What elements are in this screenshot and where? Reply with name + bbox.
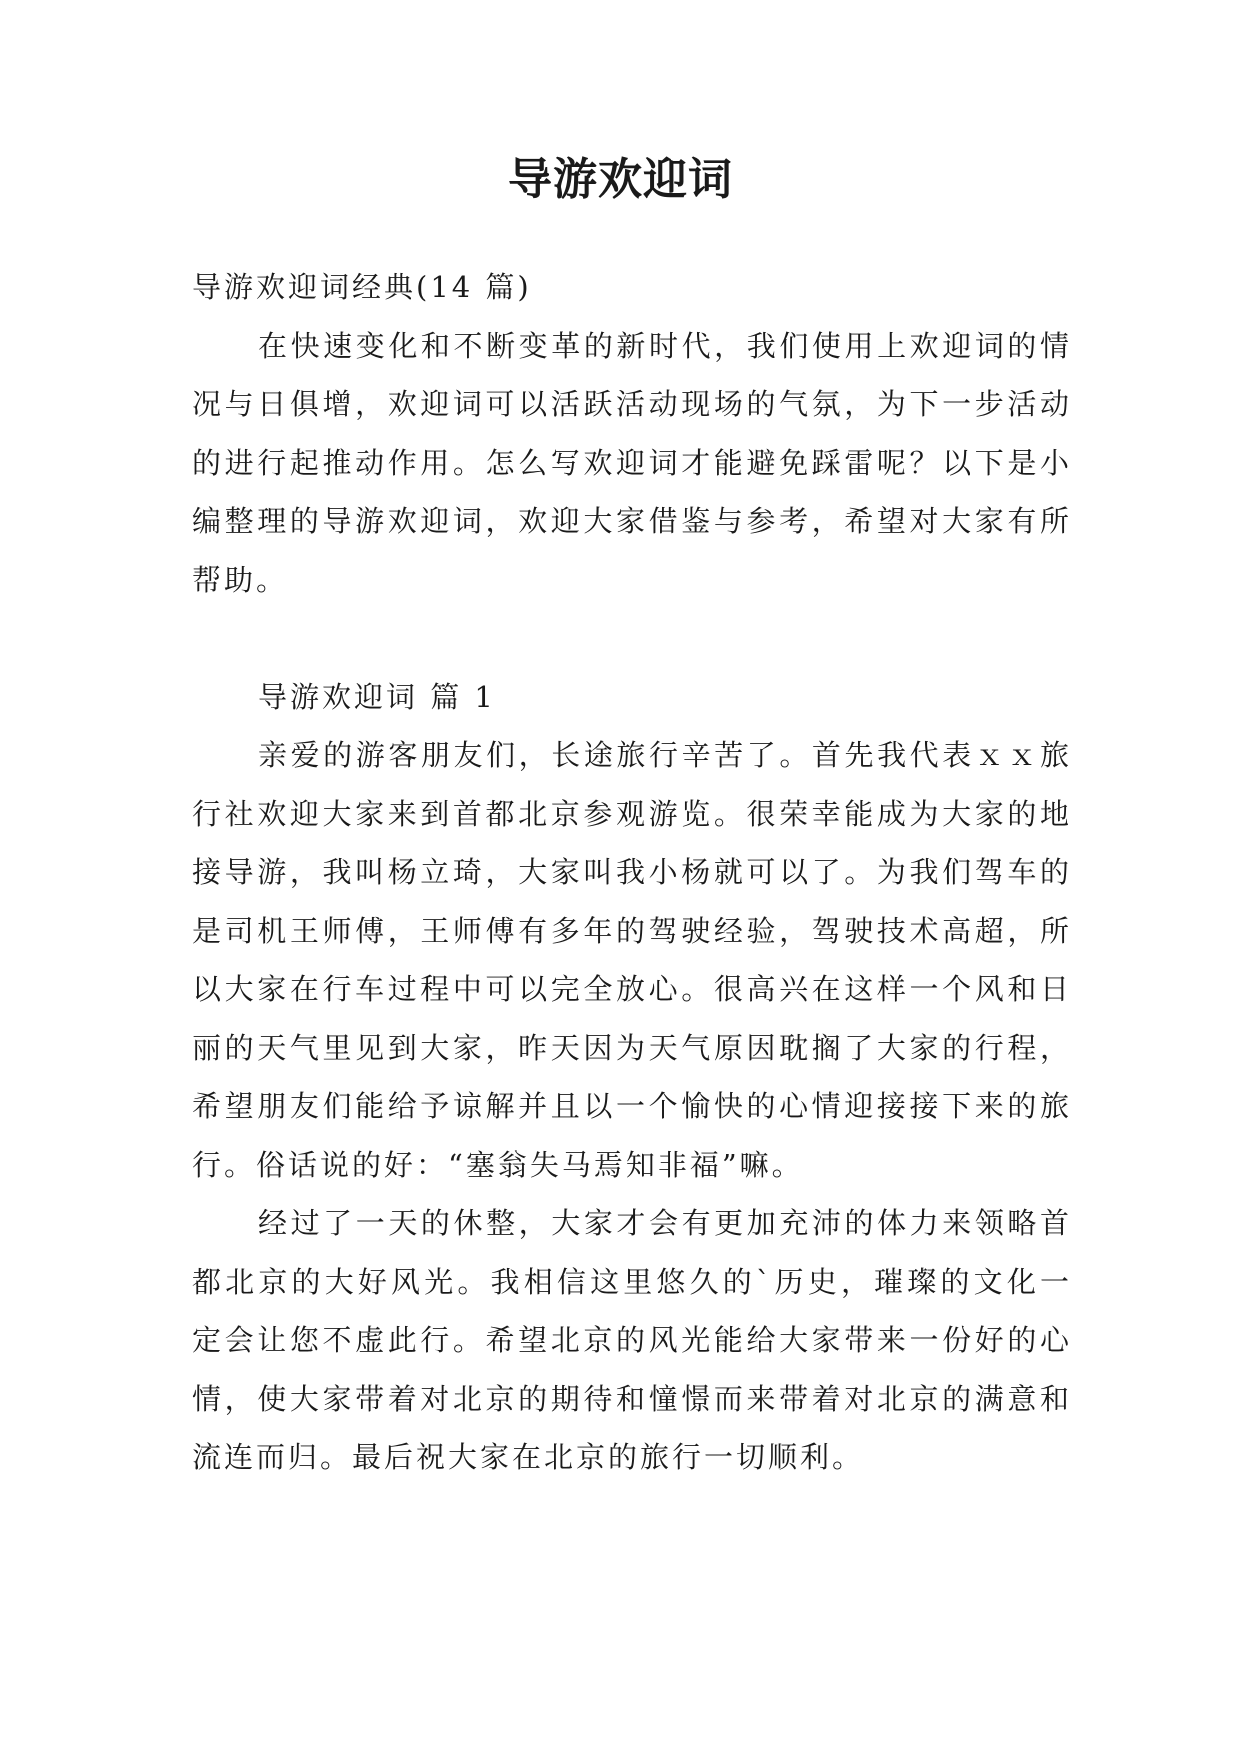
document-subtitle: 导游欢迎词经典(14 篇)	[192, 270, 532, 304]
document-title: 导游欢迎词	[508, 154, 733, 205]
document-body	[192, 258, 1072, 1487]
section-heading: 导游欢迎词 篇 1	[258, 679, 496, 714]
section-paragraph-1: 亲爱的游客朋友们，长途旅行辛苦了。首先我代表ｘｘ旅行社欢迎大家来到首都北京参观游览。很荣幸能成为大家的地接导游，我叫杨立琦，大家叫我小杨就可以了。为我们驾车的是司机王师傅，王师傅有多年的驾驶经验，驾驶技术高超，所以大家在行车过程中可以完全放心。很高兴在这样一个风和日丽的天气里见到大家，昨天因为天气原因耽搁了大家的行程，希望朋友们能给予谅解并且以一个愉快的心情迎接接下来的旅行。俗话说的好：“塞翁失马焉知非福”嘛。	[192, 738, 1072, 1182]
intro-paragraph: 在快速变化和不断变革的新时代，我们使用上欢迎词的情况与日俱增，欢迎词可以活跃活动现场的气氛，为下一步活动的进行起推动作用。怎么写欢迎词才能避免踩雷呢？以下是小编整理的导游欢迎词，欢迎大家借鉴与参考，希望对大家有所帮助。	[192, 328, 1072, 597]
section-spacer	[192, 609, 1072, 668]
section-paragraph-2: 经过了一天的休整，大家才会有更加充沛的体力来领略首都北京的大好风光。我相信这里悠久的`历史，璀璨的文化一定会让您不虚此行。希望北京的风光能给大家带来一份好的心情，使大家带着对北京的期待和憧憬而来带着对北京的满意和流连而归。最后祝大家在北京的旅行一切顺利。	[192, 1206, 1072, 1474]
